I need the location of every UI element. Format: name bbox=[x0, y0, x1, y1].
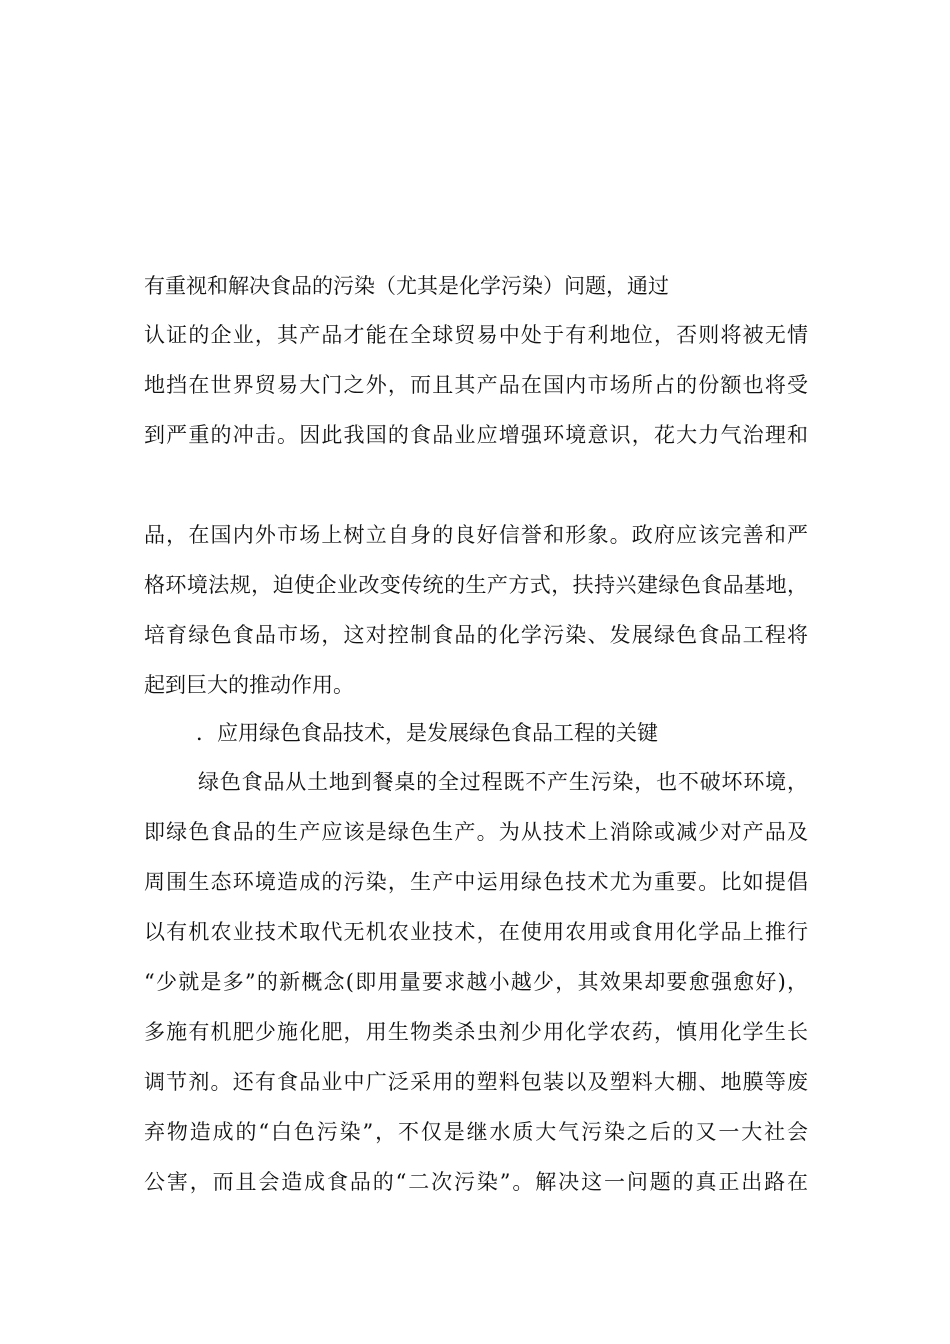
paragraph-1-line-4: 有重视和解决食品的污染（尤其是化学污染）问题，通过 bbox=[144, 274, 669, 298]
paragraph-1-line-5: 认证的企业，其产品才能在全球贸易中处于有利地位，否则将被无情 bbox=[144, 323, 808, 347]
paragraph-2-line-1: 绿色食品从土地到餐桌的全过程既不产生污染，也不破坏环境， bbox=[198, 770, 808, 794]
paragraph-1-line-12: 起到巨大的推动作用。 bbox=[144, 673, 354, 697]
paragraph-2-line-7: 调节剂。还有食品业中广泛采用的塑料包装以及塑料大棚、地膜等废 bbox=[144, 1070, 808, 1094]
paragraph-1-line-9: 品，在国内外市场上树立自身的良好信誉和形象。政府应该完善和严 bbox=[144, 523, 808, 547]
paragraph-2-line-5: “少就是多”的新概念(即用量要求越小越少，其效果却要愈强愈好)， bbox=[144, 970, 808, 994]
paragraph-2-line-8: 弃物造成的“白色污染”，不仅是继水质大气污染之后的又一大社会 bbox=[144, 1120, 808, 1144]
paragraph-1-line-10: 格环境法规，迫使企业改变传统的生产方式，扶持兴建绿色食品基地， bbox=[144, 573, 808, 597]
paragraph-2-line-3: 周围生态环境造成的污染，生产中运用绿色技术尤为重要。比如提倡 bbox=[144, 870, 808, 894]
paragraph-2-line-6: 多施有机肥少施化肥，用生物类杀虫剂少用化学农药，慎用化学生长 bbox=[144, 1020, 808, 1044]
paragraph-2-line-9: 公害，而且会造成食品的“二次污染”。解决这一问题的真正出路在 bbox=[144, 1170, 808, 1194]
paragraph-1-line-6: 地挡在世界贸易大门之外，而且其产品在国内市场所占的份额也将受 bbox=[144, 373, 808, 397]
section-heading: ．应用绿色食品技术，是发展绿色食品工程的关键 bbox=[196, 721, 658, 745]
paragraph-1-line-7: 到严重的冲击。因此我国的食品业应增强环境意识，花大力气治理和 bbox=[144, 423, 808, 447]
paragraph-2-line-2: 即绿色食品的生产应该是绿色生产。为从技术上消除或减少对产品及 bbox=[144, 820, 808, 844]
paragraph-1-line-11: 培育绿色食品市场，这对控制食品的化学污染、发展绿色食品工程将 bbox=[144, 623, 808, 647]
paragraph-2-line-4: 以有机农业技术取代无机农业技术，在使用农用或食用化学品上推行 bbox=[144, 920, 808, 944]
